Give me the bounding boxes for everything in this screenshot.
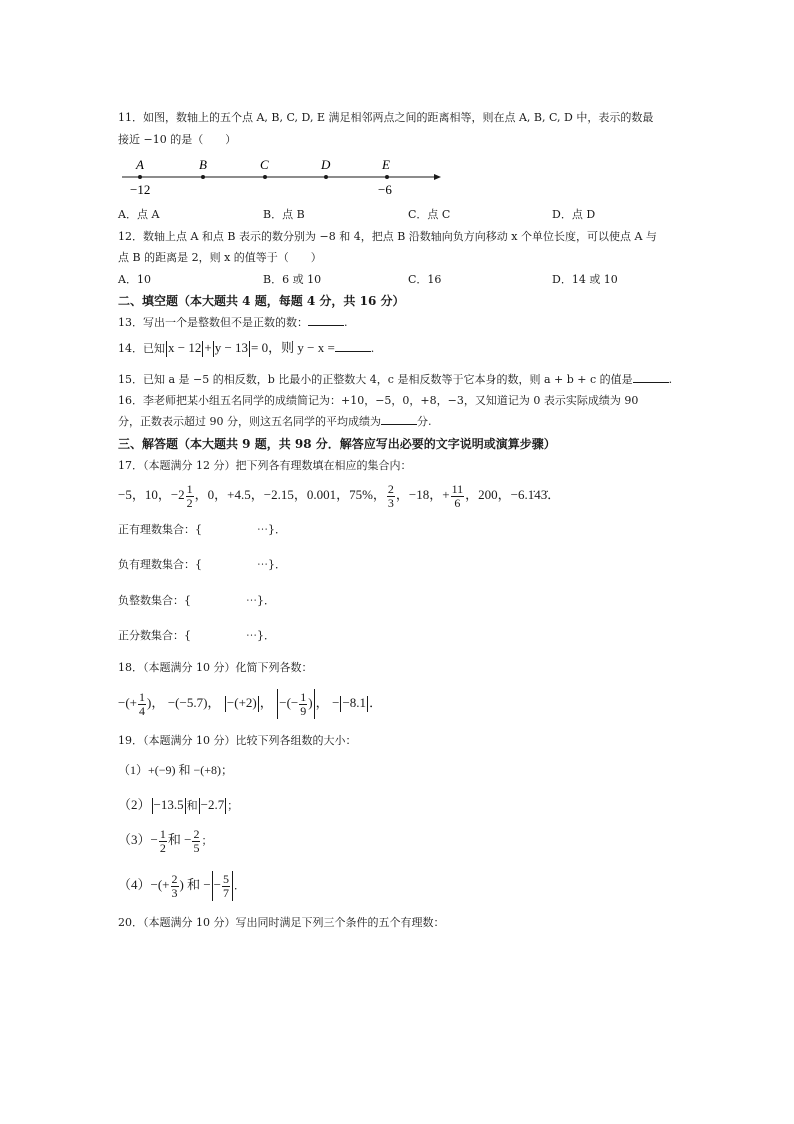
q16-blank xyxy=(381,414,417,425)
fraction: $\frac{1}{9}$ xyxy=(300,689,307,718)
axis-value-e: −6 xyxy=(378,182,392,197)
abs-bar xyxy=(213,341,214,357)
abs-bar xyxy=(185,798,186,814)
axis-label-e: E xyxy=(382,157,390,172)
fraction: $\frac{2}{3}$ xyxy=(387,481,394,510)
fraction: $\frac{1}{4}$ xyxy=(139,689,145,718)
abs-bar xyxy=(258,696,259,712)
q11-option-c: C．点 C xyxy=(408,208,451,221)
q12-option-c: C．16 xyxy=(408,273,442,286)
axis-label-b: B xyxy=(199,157,207,172)
q19-part1: （1）+(−9) 和 −(+8)； xyxy=(118,763,234,777)
q17-nums-b: ，0，+4.5，−2.15，0.001，75%， xyxy=(194,487,386,502)
q17-set-positive-rational: 正有理数集合：{ ⋯}． xyxy=(118,523,286,536)
axis-dot-b xyxy=(201,175,205,179)
q14-eq: = 0，则 y − x = xyxy=(251,340,335,355)
axis-dot-d xyxy=(324,175,328,179)
q11-line1: 11．如图，数轴上的五个点 A, B, C, D, E 满足相邻两点之间的距离相等，则在点 A, B, C, D 中，表示的数最 xyxy=(118,111,654,124)
q19-title: 19．（本题满分 10 分）比较下列各组数的大小： xyxy=(118,734,357,747)
mixed-fraction: $\frac{1}{2}$ xyxy=(186,481,193,510)
q17-nums-c: ，−18，+ xyxy=(395,487,450,502)
q18-e4-open: −(− xyxy=(279,695,299,710)
axis-label-a: A xyxy=(136,157,144,172)
q18-expressions: −(+ $\frac{1}{4}$ )， −(−5.7)， −(+2) ， −(− $\frac{1}{9}$ ) ， − −8.1 ． xyxy=(118,689,383,718)
q14-expr1: x − 12 xyxy=(168,340,202,355)
q19-p4-minus: − xyxy=(213,877,222,892)
q14 xyxy=(118,340,374,357)
q19-p4-end: ． xyxy=(234,879,246,892)
abs-bar xyxy=(199,798,200,814)
abs-bar xyxy=(314,689,315,719)
abs-bar xyxy=(232,871,233,901)
q13-blank xyxy=(308,315,344,326)
q12-line2: 点 B 的距离是 2，则 x 的值等于（ ） xyxy=(118,251,322,264)
abs-bar xyxy=(212,871,213,901)
axis-value-a: −12 xyxy=(130,182,151,197)
q19-part4 xyxy=(118,870,245,901)
q12-option-a: A．10 xyxy=(118,273,151,286)
q17-nums-d: ，200，−6.1̇43̇． xyxy=(465,487,561,502)
section-3-heading: 三、解答题（本大题共 9 题，共 98 分．解答应写出必要的文字说明或演算步骤） xyxy=(118,437,556,451)
fraction: $\frac{2}{5}$ xyxy=(193,826,200,855)
axis-dot-a xyxy=(138,175,142,179)
q18-e3: −(+2) xyxy=(226,695,257,710)
q18-e2: −(−5.7)， xyxy=(167,695,221,710)
fraction: $\frac{1}{2}$ xyxy=(159,826,166,855)
q11-option-b: B．点 B xyxy=(263,208,305,221)
q18-e4-close: ) xyxy=(308,695,313,710)
q19-p2-end: ； xyxy=(227,799,239,812)
q12-option-b: B．6 或 10 xyxy=(263,273,322,286)
q19-part3 xyxy=(118,826,212,855)
q11-line2: 接近 −10 的是（ ） xyxy=(118,133,237,146)
q12-option-d: D．14 或 10 xyxy=(552,273,618,286)
q12-line1: 12．数轴上点 A 和点 B 表示的数分别为 −8 和 4，把点 B 沿数轴向负方向移动 x 个单位长度，可以使点 A 与 xyxy=(118,230,657,243)
q14-plus: + xyxy=(204,340,212,355)
abs-bar xyxy=(166,341,167,357)
q16-line1: 16．李老师把某小组五名同学的成绩简记为：+10，−5，0，+8，−3，又知道记为 0 表示实际成绩为 90 xyxy=(118,394,639,407)
axis-dot-c xyxy=(263,175,267,179)
abs-bar xyxy=(367,696,368,712)
q15-text: 15．已知 a 是 −5 的相反数，b 比最小的正整数大 4，c 是相反数等于它本身的数，则 a + b + c 的值是 xyxy=(118,373,633,386)
q14-end: . xyxy=(370,342,375,355)
q17-set-positive-fraction: 正分数集合：{ ⋯}． xyxy=(118,629,275,642)
q13: 13．写出一个是整数但不是正数的数： . xyxy=(118,316,348,329)
q15: 15．已知 a 是 −5 的相反数，b 比最小的正整数大 4，c 是相反数等于它本身的数，则 a + b + c 的值是 . xyxy=(118,373,673,386)
q14-expr2: y − 13 xyxy=(214,340,249,355)
q18-e1-close: )， xyxy=(147,695,165,710)
q18-sep: ， xyxy=(259,695,273,710)
section-2-heading: 二、填空题（本大题共 4 题，每题 4 分，共 16 分） xyxy=(118,294,405,308)
q17-numbers xyxy=(118,482,560,510)
q19-p4-and: ) 和 − xyxy=(179,877,211,892)
q11-option-d: D．点 D xyxy=(552,208,596,221)
q16-line2 xyxy=(118,414,432,430)
q11-option-a: A．点 A xyxy=(118,208,160,221)
number-line xyxy=(116,152,446,198)
abs-bar xyxy=(225,696,226,712)
axis-label-c: C xyxy=(260,157,269,172)
q20-title: 20．（本题满分 10 分）写出同时满足下列三个条件的五个有理数： xyxy=(118,916,445,929)
q17-set-negative-rational: 负有理数集合：{ ⋯}． xyxy=(118,558,286,571)
q19-p4-label: （4）−(+ xyxy=(118,877,170,892)
q19-part2 xyxy=(118,797,238,814)
q18-end: ． xyxy=(369,695,383,710)
axis-dot-e xyxy=(385,175,389,179)
q18-e5: −8.1 xyxy=(342,695,367,710)
q19-p3-end: ； xyxy=(201,834,213,847)
fraction: $\frac{11}{6}$ xyxy=(451,481,464,510)
q19-p2-and: 和 xyxy=(186,799,198,812)
q19-p3-and: 和 − xyxy=(167,832,192,847)
q17-title: 17．（本题满分 12 分）把下列各有理数填在相应的集合内： xyxy=(118,459,412,472)
abs-bar xyxy=(249,341,250,357)
q19-p2-label: （2） xyxy=(118,797,151,812)
fraction: $\frac{5}{7}$ xyxy=(223,871,230,900)
q18-e1-open: −(+ xyxy=(118,695,137,710)
q14-blank xyxy=(335,341,371,352)
q16-line2-text: 分，正数表示超过 90 分，则这五名同学的平均成绩为 xyxy=(118,415,381,428)
axis-label-d: D xyxy=(321,157,331,172)
q14-prefix: 14．已知 xyxy=(118,342,165,355)
q17-set-negative-integer: 负整数集合：{ ⋯}． xyxy=(118,594,275,607)
q17-nums-a: −5，10，−2 xyxy=(118,487,185,502)
fraction: $\frac{2}{3}$ xyxy=(171,871,178,900)
q18-sep: ， xyxy=(315,695,329,710)
q19-p2-val1: −13.5 xyxy=(153,797,184,812)
abs-bar xyxy=(152,798,153,814)
q18-title: 18．（本题满分 10 分）化简下列各数： xyxy=(118,661,313,674)
q13-text: 13．写出一个是整数但不是正数的数： xyxy=(118,316,308,329)
q19-p3-label: （3）− xyxy=(118,832,158,847)
q19-p2-val2: −2.7 xyxy=(200,797,225,812)
q15-blank xyxy=(633,372,669,383)
q16-line2-end: 分. xyxy=(417,415,432,428)
